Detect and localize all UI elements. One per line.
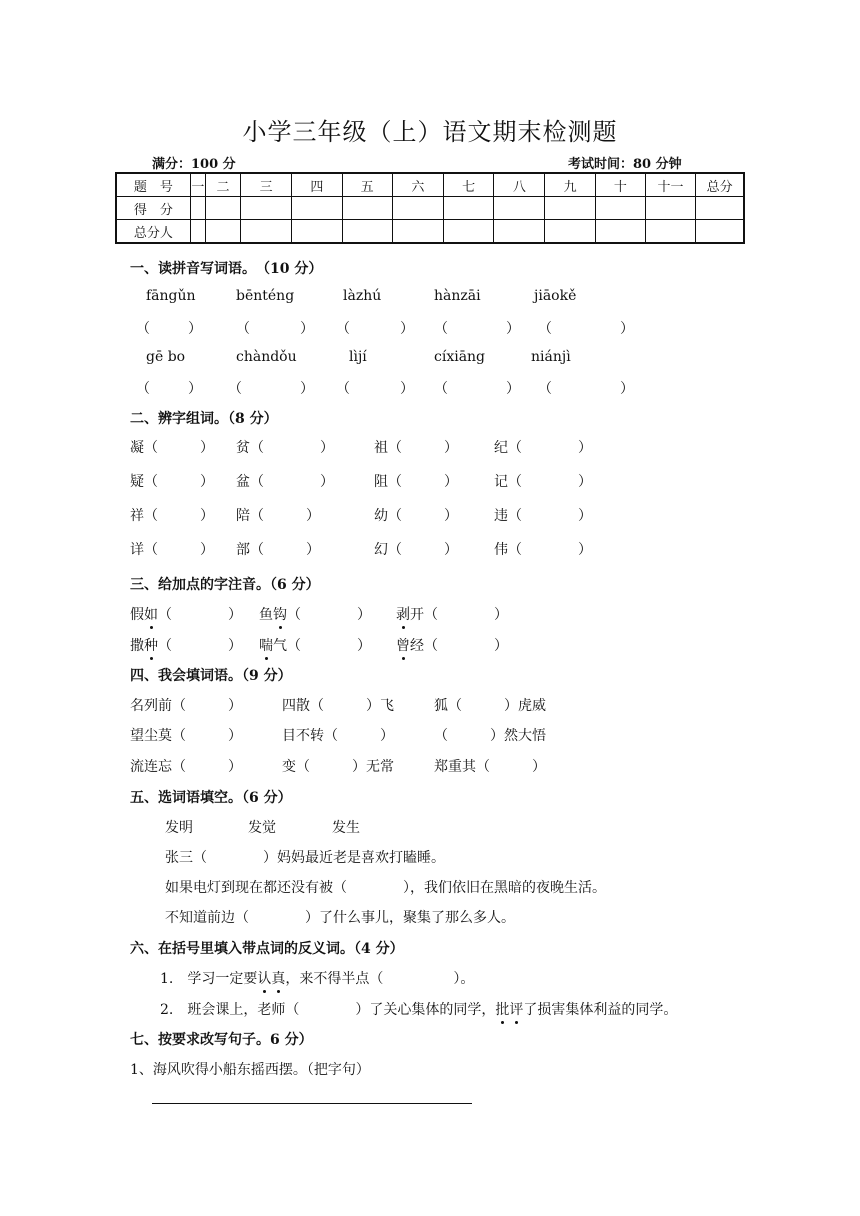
answer-blank[interactable]: （ ）	[287, 638, 371, 654]
header-cell: 十	[595, 173, 645, 197]
score-cell[interactable]	[392, 197, 443, 220]
answer-blank[interactable]: （ ）	[434, 381, 520, 397]
grader-cell[interactable]	[241, 220, 292, 244]
question-text: 2. 班会课上，老师（ ）了关心集体的同学，	[160, 1002, 496, 1018]
pinyin: hànzāi	[434, 288, 481, 304]
answer-blank[interactable]: （ ）	[424, 638, 508, 654]
dotted-char: 认	[257, 968, 271, 988]
phonetic-item[interactable]	[130, 604, 242, 624]
section-4-heading: 四、我会填词语。（9 分）	[130, 668, 292, 684]
dotted-char: 钩	[273, 604, 287, 624]
pinyin: jiāokě	[534, 288, 577, 304]
answer-blank[interactable]: （ ）	[228, 381, 314, 397]
score-cell[interactable]	[190, 197, 205, 220]
grader-cell[interactable]	[595, 220, 645, 244]
dotted-char: 气	[273, 638, 287, 654]
grader-cell[interactable]	[392, 220, 443, 244]
word-item[interactable]: 祥（ ）	[130, 508, 214, 524]
header-cell: 十一	[645, 173, 695, 197]
score-cell[interactable]	[444, 197, 494, 220]
full-score: 满分：100 分	[152, 157, 236, 172]
grader-cell[interactable]	[645, 220, 695, 244]
answer-blank[interactable]: （ ）	[158, 638, 242, 654]
answer-blank[interactable]: （ ）	[158, 607, 242, 623]
dotted-char: 开	[410, 607, 424, 623]
idiom-item[interactable]: 目不转（ ）	[282, 728, 394, 744]
grader-cell[interactable]	[444, 220, 494, 244]
dotted-char: 剥	[396, 604, 410, 624]
dotted-char: 批	[495, 999, 509, 1019]
answer-blank[interactable]: （ ）	[538, 321, 634, 337]
dotted-char: 评	[509, 999, 523, 1019]
word-item[interactable]: 幻（ ）	[374, 542, 458, 558]
answer-blank[interactable]: （ ）	[287, 607, 371, 623]
grader-cell[interactable]	[292, 220, 342, 244]
answer-blank[interactable]: （ ）	[434, 321, 520, 337]
word-item[interactable]: 贫（ ）	[236, 440, 334, 456]
grader-row	[116, 220, 744, 244]
row-label: 总分人	[116, 220, 190, 244]
answer-line[interactable]	[152, 1103, 472, 1104]
header-cell: 题 号	[116, 173, 190, 197]
header-cell: 五	[342, 173, 392, 197]
pinyin: niánjì	[531, 349, 571, 365]
section-1-heading: 一、读拼音写词语。 （10 分）	[130, 261, 323, 277]
phonetic-item[interactable]	[130, 635, 242, 655]
score-cell[interactable]	[696, 197, 744, 220]
answer-blank[interactable]: （ ）	[424, 607, 508, 623]
fill-sentence[interactable]: 不知道前边（ ）了什么事儿，聚集了那么多人。	[165, 910, 515, 926]
idiom-item[interactable]: 望尘莫（ ）	[130, 728, 242, 744]
pinyin: lìjí	[349, 349, 367, 365]
idiom-item[interactable]: 四散（ ）飞	[282, 698, 394, 714]
idiom-item[interactable]: 郑重其（ ）	[434, 759, 546, 775]
word-item[interactable]: 幼（ ）	[374, 508, 458, 524]
fill-sentence[interactable]: 如果电灯到现在都还没有被（ ），我们依旧在黑暗的夜晚生活。	[165, 880, 606, 896]
word-item[interactable]: 纪（ ）	[494, 440, 592, 456]
dotted-char: 鱼	[259, 607, 273, 623]
header-cell: 八	[494, 173, 545, 197]
question-text: 1. 学习一定要	[160, 971, 258, 987]
dotted-char: 假	[130, 607, 144, 623]
header-cell: 六	[392, 173, 443, 197]
answer-blank[interactable]: （ ）	[136, 321, 202, 337]
phonetic-item[interactable]	[396, 635, 508, 655]
grader-cell[interactable]	[696, 220, 744, 244]
grader-cell[interactable]	[545, 220, 595, 244]
score-table	[115, 172, 745, 244]
score-cell[interactable]	[494, 197, 545, 220]
score-cell[interactable]	[205, 197, 240, 220]
score-cell[interactable]	[645, 197, 695, 220]
dotted-char: 撒	[130, 638, 144, 654]
header-cell: 九	[545, 173, 595, 197]
word-item[interactable]: 陪（ ）	[236, 508, 320, 524]
word-item[interactable]: 记（ ）	[494, 474, 592, 490]
dotted-char: 喘	[259, 635, 273, 655]
header-cell: 三	[241, 173, 292, 197]
score-row	[116, 197, 744, 220]
phonetic-item[interactable]	[396, 604, 508, 624]
fill-sentence[interactable]: 张三（ ）妈妈最近老是喜欢打瞌睡。	[165, 850, 445, 866]
score-cell[interactable]	[545, 197, 595, 220]
word-item[interactable]: 阻（ ）	[374, 474, 458, 490]
dotted-char: 种	[144, 635, 158, 655]
score-cell[interactable]	[241, 197, 292, 220]
dotted-char: 曾	[396, 635, 410, 655]
section-7-heading: 七、按要求改写句子。6 分）	[130, 1032, 313, 1048]
word-item[interactable]: 疑（ ）	[130, 474, 214, 490]
word-item[interactable]: 祖（ ）	[374, 440, 458, 456]
word-option: 发明	[165, 820, 193, 836]
word-option: 发觉	[248, 820, 276, 836]
dotted-char: 经	[410, 638, 424, 654]
rewrite-question-1: 1、海风吹得小船东摇西摆。（把字句）	[130, 1062, 370, 1078]
header-cell: 一	[190, 173, 205, 197]
answer-blank[interactable]: （ ）	[236, 321, 314, 337]
word-option: 发生	[332, 820, 360, 836]
idiom-item[interactable]: 狐（ ）虎威	[434, 698, 546, 714]
word-item[interactable]: 盆（ ）	[236, 474, 334, 490]
row-label: 得 分	[116, 197, 190, 220]
answer-blank[interactable]: （ ）	[538, 381, 634, 397]
header-cell: 总分	[696, 173, 744, 197]
word-item[interactable]: 部（ ）	[236, 542, 320, 558]
word-item[interactable]: 详（ ）	[130, 542, 214, 558]
score-table-header-row	[116, 173, 744, 197]
dotted-char: 真	[271, 968, 285, 988]
answer-blank[interactable]: （ ）	[136, 381, 202, 397]
pinyin: gē bo	[146, 349, 186, 365]
antonym-question-2[interactable]	[160, 999, 677, 1019]
header-cell: 七	[444, 173, 494, 197]
section-5-heading: 五、选词语填空。（6 分）	[130, 790, 292, 806]
phonetic-item[interactable]	[259, 604, 371, 624]
question-text: ，来不得半点（ ）。	[285, 971, 475, 987]
grader-cell[interactable]	[342, 220, 392, 244]
pinyin: cíxiāng	[434, 349, 486, 365]
section-6-heading: 六、在括号里填入带点词的反义词。（4 分）	[130, 941, 404, 957]
exam-time: 考试时间：80 分钟	[568, 157, 682, 172]
idiom-item[interactable]: 变（ ）无常	[282, 759, 394, 775]
answer-blank[interactable]: （ ）	[336, 381, 414, 397]
answer-blank[interactable]: （ ）	[336, 321, 414, 337]
section-2-heading: 二、辨字组词。（8 分）	[130, 411, 278, 427]
header-cell: 二	[205, 173, 240, 197]
word-item[interactable]: 违（ ）	[494, 508, 592, 524]
grader-cell[interactable]	[494, 220, 545, 244]
pinyin: bēnténg	[236, 288, 295, 304]
word-item[interactable]: 凝（ ）	[130, 440, 214, 456]
pinyin: làzhú	[343, 288, 382, 304]
section-3-heading: 三、给加点的字注音。（6 分）	[130, 577, 320, 593]
antonym-question-1[interactable]	[160, 968, 474, 988]
question-text: 了损害集体利益的同学。	[523, 1002, 678, 1018]
score-cell[interactable]	[292, 197, 342, 220]
pinyin: chàndǒu	[236, 349, 297, 365]
idiom-item[interactable]: 流连忘（ ）	[130, 759, 242, 775]
word-item[interactable]: 伟（ ）	[494, 542, 592, 558]
phonetic-item[interactable]	[259, 635, 371, 655]
grader-cell[interactable]	[190, 220, 205, 244]
grader-cell[interactable]	[205, 220, 240, 244]
page-title: 小学三年级（上）语文期末检测题	[242, 118, 618, 146]
header-cell: 四	[292, 173, 342, 197]
idiom-item[interactable]: （ ）然大悟	[434, 728, 546, 744]
score-cell[interactable]	[342, 197, 392, 220]
pinyin: fāngǔn	[146, 288, 196, 304]
dotted-char: 如	[144, 604, 158, 624]
score-cell[interactable]	[595, 197, 645, 220]
idiom-item[interactable]: 名列前（ ）	[130, 698, 242, 714]
